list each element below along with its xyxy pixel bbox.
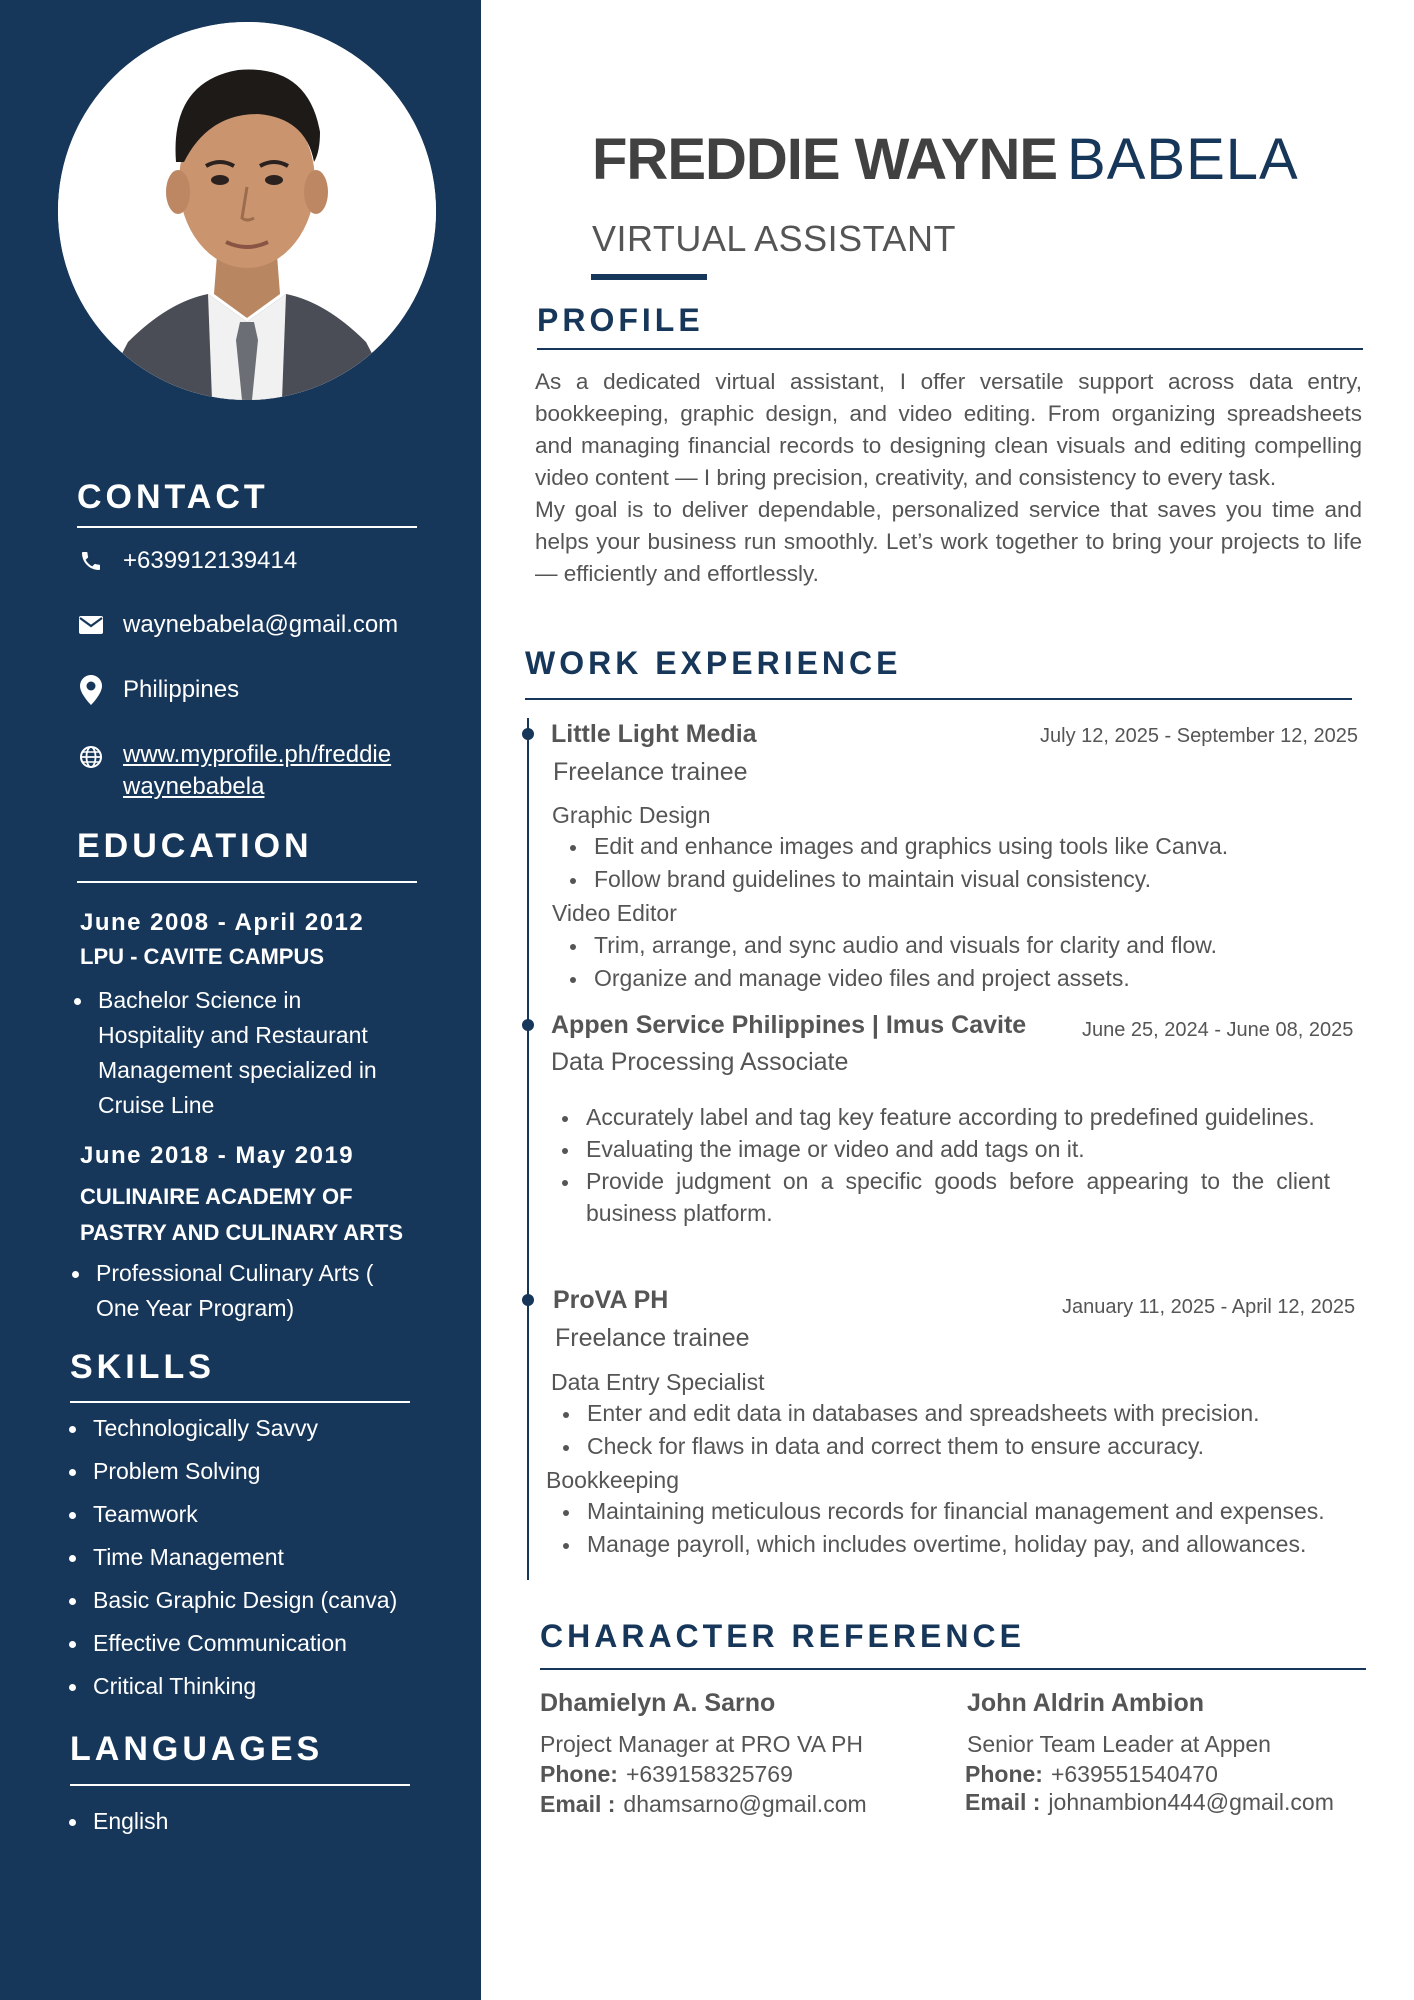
- skill-item: Technologically Savvy: [67, 1407, 447, 1450]
- job-duties-list: [552, 1101, 1330, 1229]
- reference-email: [540, 1791, 867, 1818]
- last-name: BABELA: [1067, 127, 1299, 192]
- title-underline: [591, 274, 707, 280]
- job-company: Appen Service Philippines | Imus Cavite: [551, 1011, 1027, 1039]
- contact-divider: [77, 526, 417, 528]
- timeline-dot: [522, 1294, 534, 1306]
- phone-icon: [77, 547, 105, 575]
- job-subheading: Graphic Design: [552, 802, 711, 828]
- language-item: English: [67, 1800, 447, 1843]
- list-item: Professional Culinary Arts ( One Year Program): [70, 1256, 400, 1326]
- skill-item: Time Management: [67, 1536, 447, 1579]
- reference-name: John Aldrin Ambion: [967, 1689, 1205, 1717]
- job-duties-list: [560, 929, 1217, 995]
- job-role: Freelance trainee: [553, 758, 748, 786]
- phone-label: Phone:: [540, 1761, 618, 1787]
- list-item: Check for flaws in data and correct them to ensure accuracy.: [553, 1430, 1260, 1463]
- education-dates: June 2008 - April 2012: [80, 909, 365, 936]
- job-company: Little Light Media: [551, 720, 757, 748]
- profile-photo: [58, 22, 436, 400]
- list-item: Trim, arrange, and sync audio and visuals for clarity and flow.: [560, 929, 1217, 962]
- globe-icon: [77, 743, 105, 771]
- contact-website: [77, 739, 423, 803]
- education-divider: [77, 881, 417, 883]
- skill-item: Teamwork: [67, 1493, 447, 1536]
- skill-item: Problem Solving: [67, 1450, 447, 1493]
- list-item: Organize and manage video files and project assets.: [560, 962, 1217, 995]
- website-line1: www.myprofile.ph/freddie: [123, 741, 392, 768]
- languages-list: [67, 1800, 447, 1843]
- profile-heading: PROFILE: [537, 302, 704, 338]
- list-item: Manage payroll, which includes overtime, holiday pay, and allowances.: [553, 1528, 1325, 1561]
- email-label: Email :: [540, 1791, 616, 1817]
- education-school: CULINAIRE ACADEMY OF PASTRY AND CULINARY ARTS: [80, 1184, 404, 1245]
- list-item: Bachelor Science in Hospitality and Restaurant Management specialized in Cruise Line: [72, 983, 412, 1123]
- character-reference-divider: [540, 1668, 1366, 1670]
- timeline-dot: [522, 1019, 534, 1031]
- reference-position: Project Manager at PRO VA PH: [540, 1731, 863, 1757]
- reference-position: Senior Team Leader at Appen: [967, 1731, 1271, 1757]
- character-reference-heading: CHARACTER REFERENCE: [540, 1618, 1025, 1654]
- profile-paragraph: As a dedicated virtual assistant, I offer versatile support across data entry, bookkeeping, graphic design, and video editing. From organizing spreadsheets and managing financial records to designing clean visuals and editing compelling video content — I bring precision, creativity, and consistency to every task.: [535, 369, 1362, 490]
- list-item: Evaluating the image or video and add tags on it.: [552, 1133, 1330, 1165]
- list-item: Edit and enhance images and graphics using tools like Canva.: [560, 830, 1228, 863]
- list-item: Provide judgment on a specific goods before appearing to the client business platform.: [552, 1165, 1330, 1229]
- skills-list: [67, 1407, 447, 1708]
- languages-divider: [70, 1784, 410, 1786]
- list-item: Accurately label and tag key feature according to predefined guidelines.: [552, 1101, 1330, 1133]
- location-text: Philippines: [123, 676, 240, 703]
- reference-email-value[interactable]: johnambion444@gmail.com: [1048, 1789, 1334, 1815]
- education-dates: June 2018 - May 2019: [80, 1142, 355, 1169]
- skills-divider: [70, 1401, 410, 1403]
- profile-paragraph: My goal is to deliver dependable, personalized service that saves you time and helps your business run smoothly. Let’s work together to bring your projects to life — efficiently and effortlessly.: [535, 497, 1362, 586]
- education-school: LPU - CAVITE CAMPUS: [80, 944, 325, 969]
- contact-email: [77, 611, 398, 639]
- education-details-list: [72, 983, 412, 1123]
- profile-summary: [535, 366, 1362, 590]
- portrait-image: [58, 22, 436, 400]
- reference-email-value[interactable]: dhamsarno@gmail.com: [623, 1791, 867, 1817]
- work-experience-divider: [525, 698, 1352, 700]
- job-duties-list: [553, 1495, 1325, 1561]
- mail-icon: [77, 611, 105, 639]
- skill-item: Basic Graphic Design (canva): [67, 1579, 447, 1622]
- profile-divider: [537, 348, 1363, 350]
- location-pin-icon: [77, 676, 105, 704]
- reference-name: Dhamielyn A. Sarno: [540, 1689, 776, 1717]
- job-subheading: Video Editor: [552, 900, 677, 926]
- job-title: VIRTUAL ASSISTANT: [592, 218, 956, 259]
- contact-location: [77, 676, 239, 704]
- timeline-dot: [522, 728, 534, 740]
- list-item: Maintaining meticulous records for financial management and expenses.: [553, 1495, 1325, 1528]
- contact-heading: CONTACT: [77, 478, 269, 516]
- job-subheading: Data Entry Specialist: [551, 1369, 765, 1395]
- contact-phone: [77, 547, 297, 575]
- phone-label: Phone:: [965, 1761, 1043, 1787]
- skills-heading: SKILLS: [70, 1348, 215, 1386]
- phone-text: +639912139414: [123, 547, 298, 574]
- job-subheading: Bookkeeping: [546, 1467, 679, 1493]
- reference-phone-value: +639551540470: [1050, 1761, 1218, 1787]
- education-heading: EDUCATION: [77, 827, 313, 865]
- full-name: [592, 126, 1299, 193]
- job-dates: July 12, 2025 - September 12, 2025: [1040, 725, 1358, 747]
- job-company: ProVA PH: [553, 1286, 669, 1314]
- reference-phone-value: +639158325769: [625, 1761, 793, 1787]
- job-duties-list: [560, 830, 1228, 896]
- list-item: Enter and edit data in databases and spreadsheets with precision.: [553, 1397, 1260, 1430]
- job-duties-list: [553, 1397, 1260, 1463]
- reference-phone: [965, 1761, 1218, 1788]
- sidebar: [0, 0, 481, 2000]
- reference-email: [965, 1789, 1334, 1816]
- website-line2: waynebabela: [123, 773, 265, 800]
- skill-item: Effective Communication: [67, 1622, 447, 1665]
- email-label: Email :: [965, 1789, 1041, 1815]
- job-role: Freelance trainee: [555, 1324, 750, 1352]
- list-item: Follow brand guidelines to maintain visual consistency.: [560, 863, 1228, 896]
- languages-heading: LANGUAGES: [70, 1730, 324, 1768]
- reference-phone: [540, 1761, 793, 1788]
- job-dates: June 25, 2024 - June 08, 2025: [1082, 1019, 1354, 1041]
- email-text[interactable]: waynebabela@gmail.com: [123, 611, 399, 638]
- first-name: FREDDIE WAYNE: [592, 127, 1058, 192]
- website-link[interactable]: [123, 739, 423, 803]
- job-role: Data Processing Associate: [551, 1048, 849, 1076]
- job-dates: January 11, 2025 - April 12, 2025: [1062, 1296, 1356, 1318]
- skill-item: Critical Thinking: [67, 1665, 447, 1708]
- timeline-line: [527, 718, 529, 1580]
- education-details-list: [70, 1256, 400, 1326]
- work-experience-heading: WORK EXPERIENCE: [525, 645, 902, 681]
